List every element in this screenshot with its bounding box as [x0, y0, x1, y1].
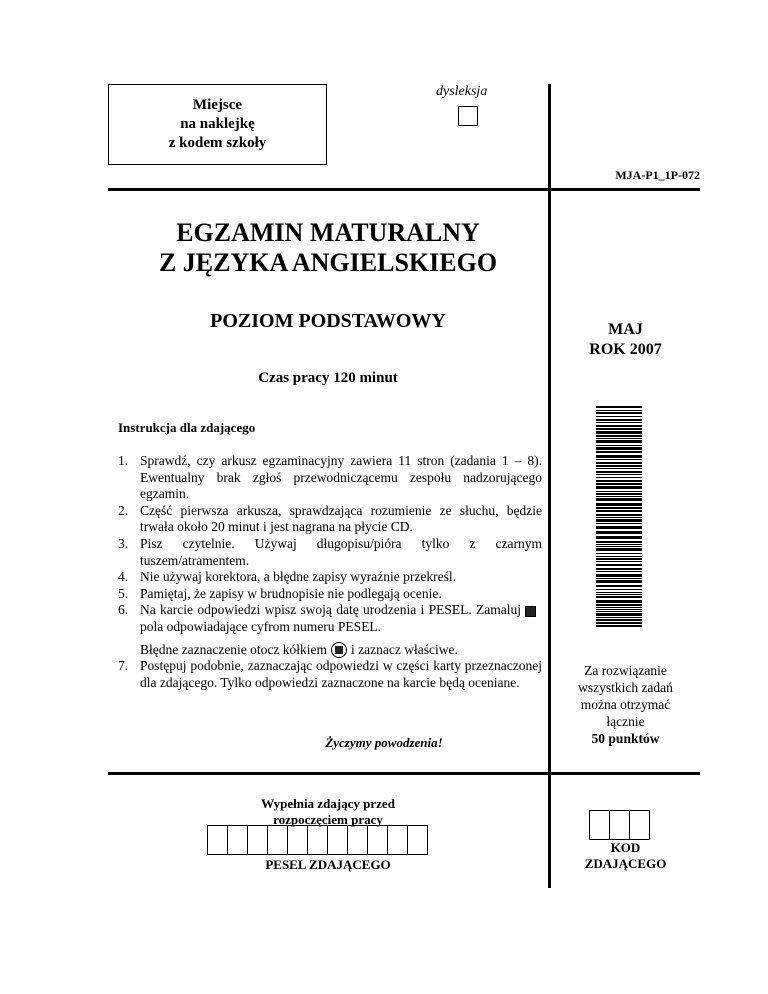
instruction-number: 1. [118, 453, 129, 468]
kod-label-line-2: ZDAJĄCEGO [584, 856, 667, 871]
exam-duration: Czas pracy 120 minut [258, 370, 398, 386]
code-digit-box[interactable] [609, 810, 630, 840]
pesel-digit-box[interactable] [287, 825, 308, 855]
kod-label-line-1: KOD [610, 840, 641, 855]
instruction-text: Część pierwsza arkusza, sprawdzająca rozumienie ze słuchu, będzie trwała około 20 minut i jest nagrana na płycie CD. [140, 502, 542, 535]
instruction-text: Sprawdź, czy arkusz egzaminacyjny zawiera 11 stron (zadania 1 – 8). Ewentualny brak zgłoś przewodniczącemu zespołu nadzorującego egzamin. [140, 453, 542, 502]
instruction-text-part: i zaznacz właściwe. [351, 641, 458, 657]
instruction-item [118, 536, 542, 569]
instruction-number: 4. [118, 569, 129, 585]
instruction-number: 5. [118, 585, 129, 601]
instruction-text-part: Błędne zaznaczenie otocz kółkiem [140, 641, 328, 657]
pesel-digit-box[interactable] [247, 825, 268, 855]
sticker-line-2: na naklejkę [180, 116, 255, 132]
instructions-heading: Instrukcja dla zdającego [118, 420, 256, 435]
instruction-item [118, 658, 542, 691]
points-total: 50 punktów [591, 731, 660, 746]
dyslexia-label: dysleksja [436, 84, 488, 99]
fill-note [208, 796, 448, 828]
exam-level: POZIOM PODSTAWOWY [210, 310, 446, 332]
instruction-number: 7. [118, 658, 129, 674]
pesel-digit-box[interactable] [267, 825, 288, 855]
filled-square-icon [525, 606, 536, 617]
instruction-text-part: Na karcie odpowiedzi wpisz swoją datę urodzenia i PESEL. Zamaluj [140, 602, 521, 618]
code-digit-box[interactable] [589, 810, 610, 840]
pesel-digit-box[interactable] [387, 825, 408, 855]
pesel-digit-box[interactable] [227, 825, 248, 855]
title-line-1: EGZAMIN MATURALNY [176, 218, 480, 247]
pesel-digit-box[interactable] [327, 825, 348, 855]
instruction-number: 2. [118, 502, 129, 518]
instruction-text-part: pola odpowiadające cyfrom numeru PESEL. [140, 618, 382, 634]
vertical-divider [548, 84, 551, 888]
bottom-divider [108, 772, 700, 775]
candidate-code-boxes[interactable] [590, 810, 650, 840]
candidate-code-label [551, 840, 700, 872]
instruction-item [118, 569, 542, 586]
points-line: łącznie [606, 714, 645, 729]
exam-title [108, 218, 548, 278]
points-line: wszystkich zadań [578, 680, 673, 695]
points-info [551, 662, 700, 747]
sticker-line-1: Miejsce [192, 97, 243, 113]
instruction-item [118, 503, 542, 536]
exam-code: MJA-P1_1P-072 [615, 168, 700, 182]
exam-date [551, 320, 700, 360]
instruction-item [118, 586, 542, 603]
instruction-item [118, 602, 542, 658]
instruction-number: 3. [118, 535, 129, 551]
pesel-label: PESEL ZDAJĄCEGO [265, 857, 391, 872]
pesel-digit-box[interactable] [407, 825, 428, 855]
barcode-image [596, 406, 642, 628]
instruction-text [140, 602, 542, 658]
good-luck-text: Życzymy powodzenia! [325, 735, 443, 750]
school-code-sticker-area [108, 84, 327, 165]
dyslexia-checkbox[interactable] [458, 106, 478, 126]
top-divider [108, 188, 700, 191]
instruction-text: Pisz czytelnie. Używaj długopisu/pióra tylko z czarnym tuszem/atramentem. [140, 535, 542, 568]
exam-month: MAJ [608, 321, 643, 338]
instruction-text: Postępuj podobnie, zaznaczając odpowiedzi w części karty przeznaczonej dla zdającego. Tylko odpowiedzi zaznaczone na karcie będą oceniane. [140, 658, 542, 691]
pesel-input-boxes[interactable] [208, 825, 428, 855]
points-line: Za rozwiązanie [584, 663, 667, 678]
instructions-list [118, 453, 542, 692]
instruction-item [118, 453, 542, 503]
fill-note-line-2: rozpoczęciem pracy [273, 812, 383, 827]
code-digit-box[interactable] [629, 810, 650, 840]
instruction-text: Pamiętaj, że zapisy w brudnopisie nie podlegają ocenie. [140, 585, 442, 601]
pesel-digit-box[interactable] [307, 825, 328, 855]
pesel-digit-box[interactable] [207, 825, 228, 855]
sticker-line-3: z kodem szkoły [168, 135, 267, 151]
instruction-text: Nie używaj korektora, a błędne zapisy wyraźnie przekreśl. [140, 569, 456, 585]
fill-note-line-1: Wypełnia zdający przed [261, 796, 395, 811]
title-line-2: Z JĘZYKA ANGIELSKIEGO [158, 248, 498, 277]
pesel-digit-box[interactable] [367, 825, 388, 855]
circled-square-icon [331, 642, 347, 658]
pesel-digit-box[interactable] [347, 825, 368, 855]
instruction-number: 6. [118, 602, 129, 618]
exam-year: ROK 2007 [589, 341, 662, 358]
points-line: można otrzymać [580, 697, 671, 712]
